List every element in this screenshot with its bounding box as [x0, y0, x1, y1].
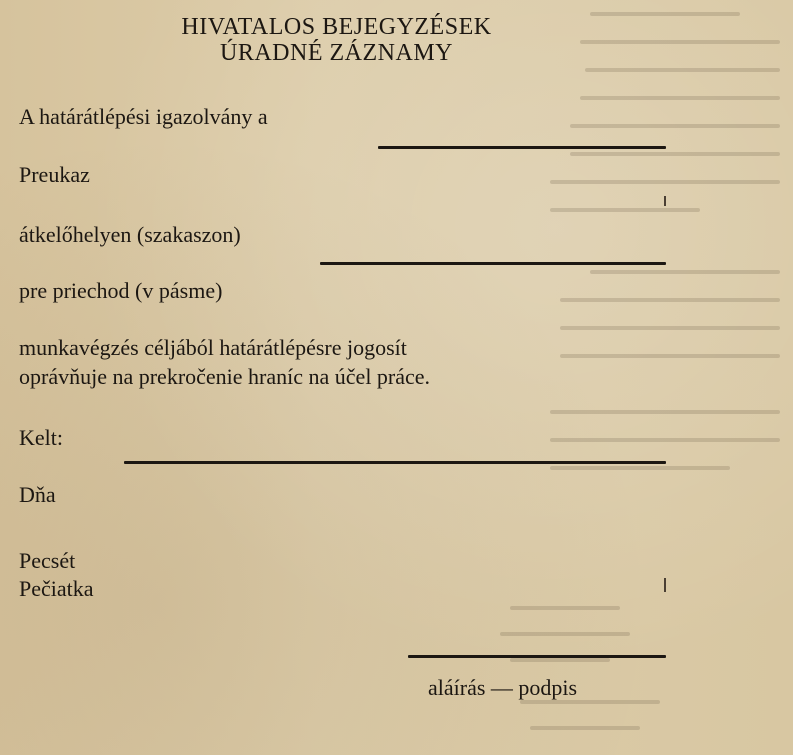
heading-hungarian: HIVATALOS BEJEGYZÉSEK	[181, 14, 492, 40]
date-label-hungarian: Kelt:	[19, 425, 63, 450]
purpose-text-slovak: oprávňuje na prekročenie hraníc na účel práce.	[19, 364, 431, 389]
margin-mark	[664, 196, 666, 206]
blank-line-border-pass	[378, 146, 666, 149]
field-label-border-pass: A határátlépési igazolvány a	[19, 104, 268, 129]
field-label-preukaz: Preukaz	[19, 162, 90, 187]
margin-mark	[664, 578, 666, 592]
heading-slovak: ÚRADNÉ ZÁZNAMY	[220, 40, 453, 66]
signature-line	[408, 655, 666, 658]
signature-caption: aláírás — podpis	[428, 675, 578, 700]
purpose-text-hungarian: munkavégzés céljából határátlépésre jogosít	[19, 335, 407, 360]
stamp-label-slovak: Pečiatka	[19, 576, 94, 601]
blank-line-crossing-point	[320, 262, 666, 265]
field-label-crossing-point: átkelőhelyen (szakaszon)	[19, 222, 241, 247]
field-label-crossing-point-sk: pre priechod (v pásme)	[19, 278, 223, 303]
show-through-text	[470, 0, 793, 755]
date-label-slovak: Dňa	[19, 482, 56, 507]
blank-line-date	[124, 461, 666, 464]
stamp-label-hungarian: Pecsét	[19, 548, 76, 573]
